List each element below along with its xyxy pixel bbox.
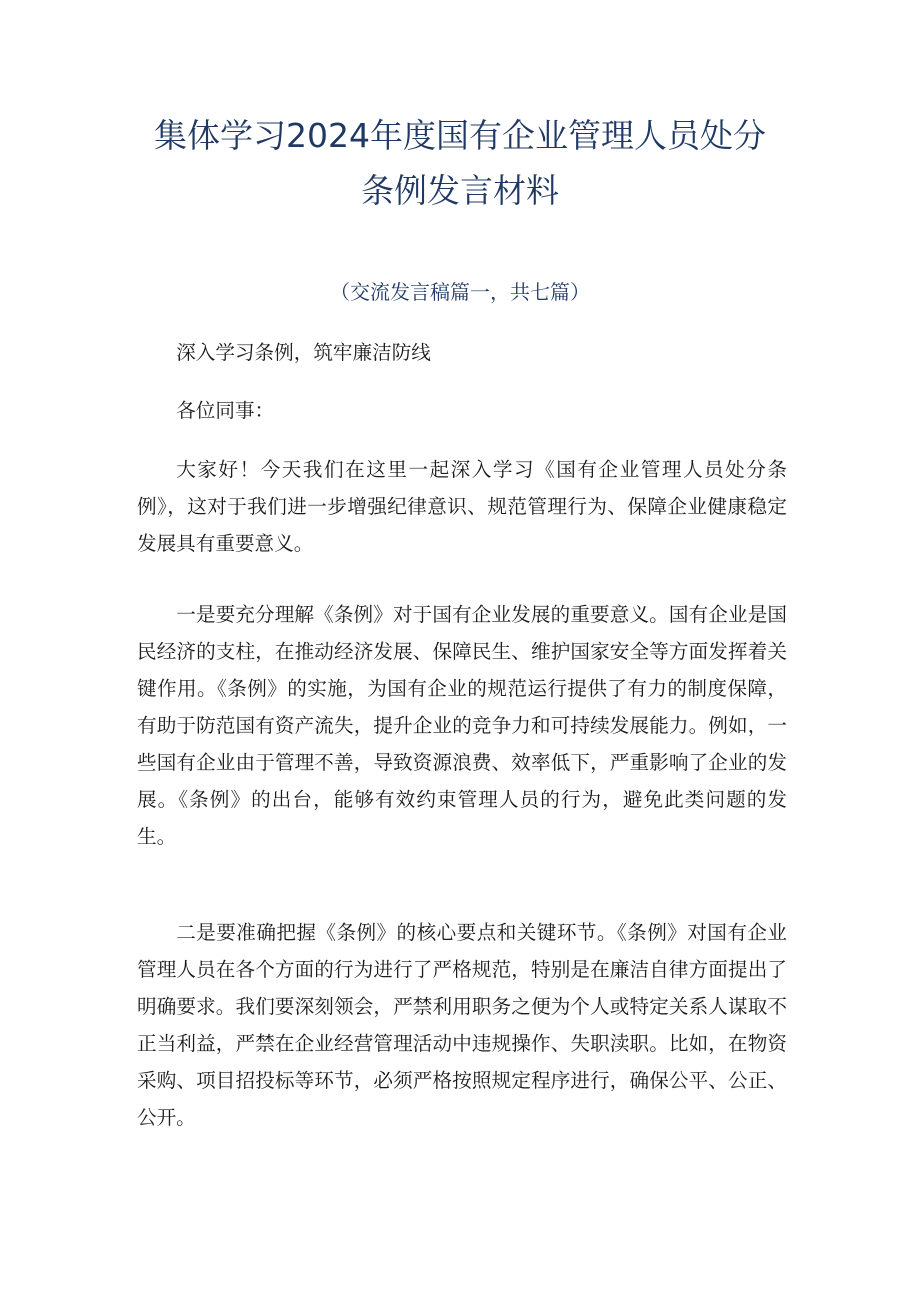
title-line-1: 集体学习2024年度国有企业管理人员处分 (154, 116, 766, 155)
paragraph-point-one: 一是要充分理解《条例》对于国有企业发展的重要意义。国有企业是国民经济的支柱，在推动经济发展、保障民生、维护国家安全等方面发挥着关键作用。《条例》的实施，为国有企业的规范运行提供了有力的制度保障，有助于防范国有资产流失，提升企业的竞争力和可持续发展能力。例如，一些国有企业由于管理不善，导致资源浪费、效率低下，严重影响了企业的发展。《条例》的出台，能够有效约束管理人员的行为，避免此类问题的发生。 (137, 603, 787, 848)
speech-heading: 深入学习条例，筑牢廉洁防线 (176, 341, 431, 364)
paragraph-point-two: 二是要准确把握《条例》的核心要点和关键环节。《条例》对国有企业管理人员在各个方面的行为进行了严格规范，特别是在廉洁自律方面提出了明确要求。我们要深刻领会，严禁利用职务之便为个人或特定关系人谋取不正当利益，严禁在企业经营管理活动中违规操作、失职渎职。比如，在物资采购、项目招投标等环节，必须严格按照规定程序进行，确保公平、公正、公开。 (137, 921, 787, 1129)
document-subtitle: （交流发言稿篇一，共七篇） (330, 280, 590, 304)
title-line-2: 条例发言材料 (361, 171, 559, 210)
speech-greeting: 各位同事： (176, 399, 275, 422)
paragraph-intro: 大家好！今天我们在这里一起深入学习《国有企业管理人员处分条例》，这对于我们进一步增强纪律意识、规范管理行为、保障企业健康稳定发展具有重要意义。 (137, 458, 787, 555)
document-title (120, 108, 800, 218)
